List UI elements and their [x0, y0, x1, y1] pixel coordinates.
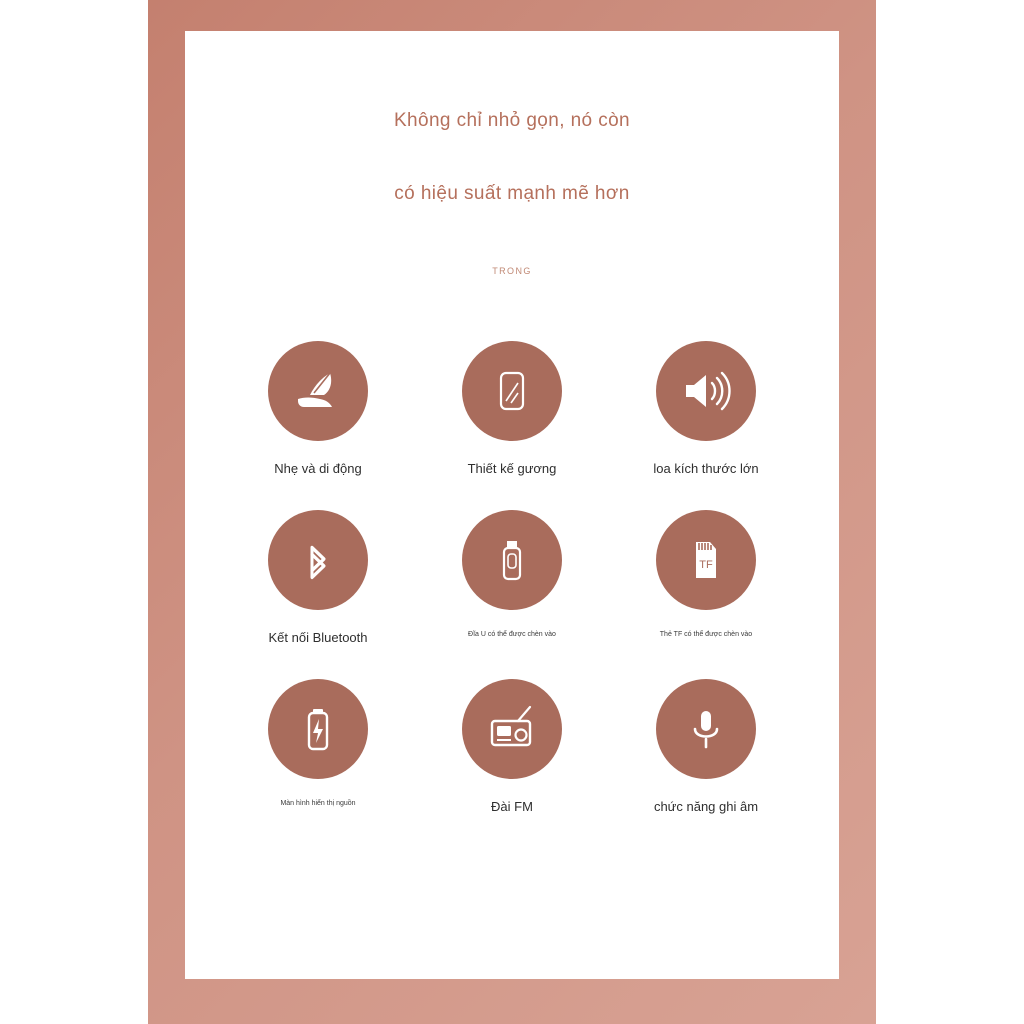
- feature-label: loa kích thước lớn: [653, 461, 759, 476]
- sub-headline: TRONG: [492, 266, 532, 276]
- feature-label: Thẻ TF có thể được chèn vào: [659, 630, 753, 638]
- feature-item: [415, 341, 609, 478]
- feature-item: [609, 510, 803, 647]
- feature-item: [415, 510, 609, 647]
- feature-item: [221, 510, 415, 647]
- feature-label: Kết nối Bluetooth: [268, 629, 368, 645]
- feature-icon-circle: [462, 679, 562, 779]
- mirror-design-icon: [484, 363, 540, 419]
- feature-icon-circle: [268, 679, 368, 779]
- svg-text:TF: TF: [699, 558, 713, 571]
- usb-drive-icon: [484, 532, 540, 588]
- speaker-icon: [676, 363, 736, 419]
- feature-label: Đĩa U có thể được chèn vào: [468, 630, 556, 638]
- feature-icon-circle: [268, 510, 368, 610]
- feature-item: [221, 341, 415, 478]
- headline-line-2: có hiệu suất mạnh mẽ hơn: [394, 183, 630, 204]
- feature-icon-circle: [656, 341, 756, 441]
- poster-card: [185, 31, 839, 979]
- feature-icon-circle: [656, 679, 756, 779]
- feature-label: Màn hình hiển thị nguồn: [280, 799, 356, 807]
- feature-item: [609, 341, 803, 478]
- radio-icon: [482, 701, 542, 757]
- feature-grid: [221, 341, 803, 816]
- feature-label: Thiết kế gương: [467, 461, 557, 476]
- feature-item: [415, 679, 609, 816]
- feature-label: chức năng ghi âm: [653, 798, 759, 814]
- feature-icon-circle: [656, 510, 756, 610]
- feature-label: Nhẹ và di động: [274, 461, 362, 476]
- bluetooth-icon: [290, 532, 346, 588]
- headline-line-1: Không chỉ nhỏ gọn, nó còn: [393, 110, 631, 131]
- feature-label: Đài FM: [491, 798, 533, 814]
- hand-feather-icon: [290, 363, 346, 419]
- battery-icon: [290, 701, 346, 757]
- feature-icon-circle: [462, 341, 562, 441]
- feature-icon-circle: [462, 510, 562, 610]
- microphone-icon: [678, 701, 734, 757]
- feature-item: [609, 679, 803, 816]
- feature-icon-circle: [268, 341, 368, 441]
- tf-card-icon: [678, 532, 734, 588]
- feature-item: [221, 679, 415, 816]
